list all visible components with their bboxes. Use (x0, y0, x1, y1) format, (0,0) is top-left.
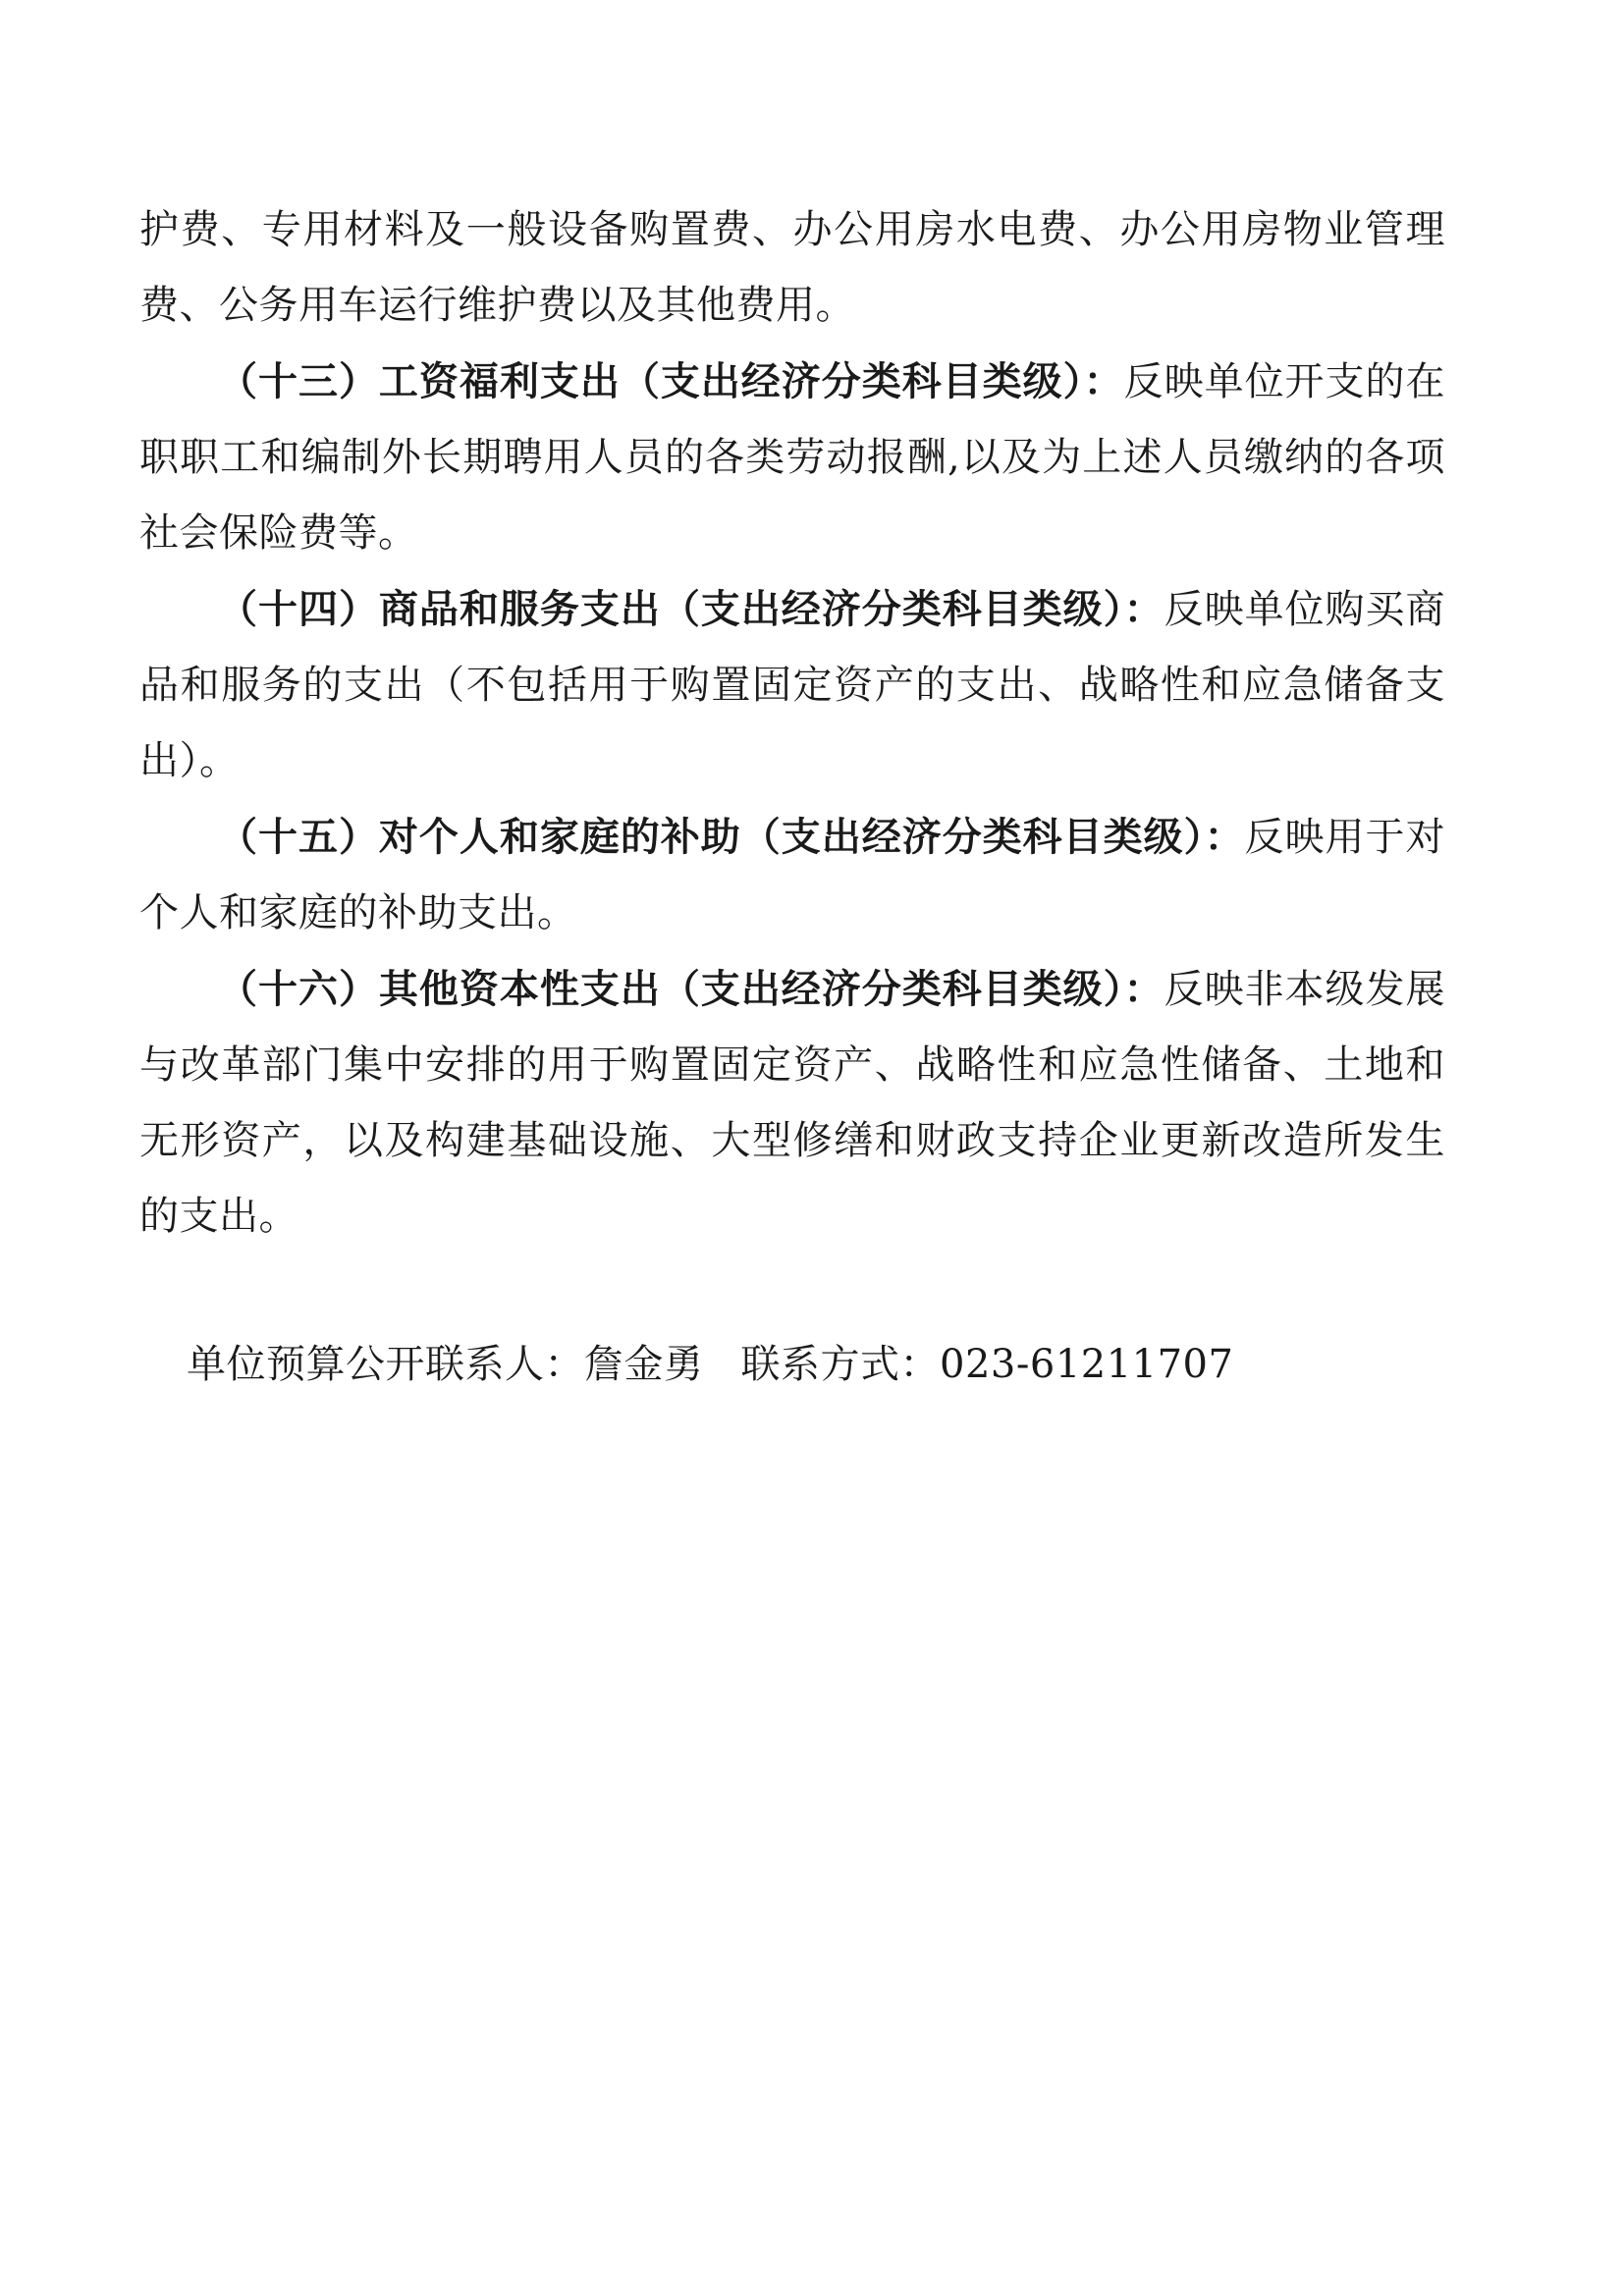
paragraph-heading-14: （十四）商品和服务支出（支出经济分类科目类级）： (218, 586, 1164, 632)
paragraph-heading-16: （十六）其他资本性支出（支出经济分类科目类级）： (218, 966, 1164, 1012)
paragraph-item-14 (139, 571, 1445, 799)
contact-phone-number: 023-61211707 (940, 1342, 1234, 1387)
paragraph-text-15: 反映用于对个人和家庭的补助支出。 (139, 815, 1446, 935)
paragraph-item-15 (139, 799, 1445, 951)
paragraph-continued (139, 192, 1445, 344)
paragraph-text-16: 反映非本级发展与改革部门集中安排的用于购置固定资产、战略性和应急性储备、土地和无形资产，以及构建基础设施、大型修缮和财政支持企业更新改造所发生的支出。 (139, 967, 1446, 1239)
contact-person-label: 单位预算公开联系人： (187, 1342, 584, 1387)
contact-line (139, 1327, 1445, 1403)
paragraph-text: 护费、专用材料及一般设备购置费、办公用房水电费、办公用房物业管理费、公务用车运行维护费以及其他费用。 (139, 207, 1445, 328)
contact-person-name: 詹金勇 (584, 1342, 704, 1387)
paragraph-text-13: 反映单位开支的在职职工和编制外长期聘用人员的各类劳动报酬,以及为上述人员缴纳的各项社会保险费等。 (139, 359, 1446, 556)
paragraph-heading-13: （十三）工资福利支出（支出经济分类科目类级）： (218, 358, 1124, 404)
paragraph-heading-15: （十五）对个人和家庭的补助（支出经济分类科目类级）： (218, 814, 1245, 860)
contact-phone-label: 联系方式： (740, 1342, 940, 1387)
paragraph-item-13 (139, 344, 1445, 571)
paragraph-item-16 (139, 951, 1445, 1255)
document-body (139, 192, 1445, 1403)
paragraph-text-14: 反映单位购买商品和服务的支出（不包括用于购置固定资产的支出、战略性和应急储备支出）。 (139, 587, 1446, 783)
